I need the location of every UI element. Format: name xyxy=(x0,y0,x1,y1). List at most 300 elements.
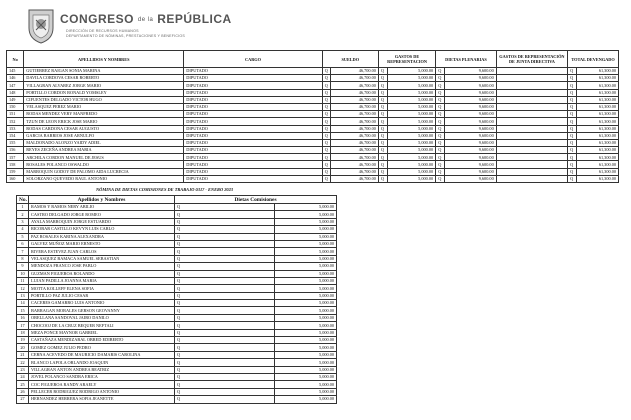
col-no: No. xyxy=(17,196,29,204)
cell-sueldo: 46,700.00 xyxy=(331,125,379,132)
cell-name: GARCIA BARRIOS JOSE ARNULFO xyxy=(24,132,184,139)
cell-gastos: 5,000.00 xyxy=(387,125,436,132)
table-row xyxy=(17,351,337,358)
cell-currency: Q xyxy=(378,111,387,118)
cell-no: 158 xyxy=(7,161,24,168)
table-row xyxy=(17,373,337,380)
cell-currency: Q xyxy=(175,381,275,388)
cell-gastos: 5,000.00 xyxy=(387,175,436,182)
cell-currency: Q xyxy=(322,139,331,146)
cell-currency: Q xyxy=(568,168,577,175)
cell-gastos-junta xyxy=(496,132,567,139)
table-row xyxy=(7,68,619,75)
cell-no: 3 xyxy=(17,218,29,225)
cell-no: 151 xyxy=(7,111,24,118)
cell-amount: 5,000.00 xyxy=(275,307,337,314)
table-row xyxy=(17,204,337,211)
cell-no: 4 xyxy=(17,226,29,233)
cell-name: PORTILLO CORDON RONALD YOMSLEY xyxy=(24,89,184,96)
cell-no: 19 xyxy=(17,337,29,344)
cell-name: MEZA PONCE MAYNOR GABRIEL xyxy=(29,329,175,336)
cell-dietas: 9,600.00 xyxy=(444,139,496,146)
cell-currency: Q xyxy=(378,147,387,154)
cell-gastos: 5,000.00 xyxy=(387,75,436,82)
cell-no: 16 xyxy=(17,314,29,321)
cell-name: VELASQUEZ PEREZ MARIO xyxy=(24,103,184,110)
cell-currency: Q xyxy=(436,139,445,146)
cell-gastos: 5,000.00 xyxy=(387,103,436,110)
cell-gastos: 5,000.00 xyxy=(387,132,436,139)
table-row xyxy=(7,161,619,168)
cell-currency: Q xyxy=(322,154,331,161)
cell-amount: 5,000.00 xyxy=(275,314,337,321)
cell-currency: Q xyxy=(378,154,387,161)
cell-no: 148 xyxy=(7,89,24,96)
cell-no: 156 xyxy=(7,147,24,154)
cell-total: 61,300.00 xyxy=(576,132,618,139)
cell-currency: Q xyxy=(436,161,445,168)
table-row xyxy=(7,111,619,118)
cell-cargo: DIPUTADO xyxy=(184,118,322,125)
cell-currency: Q xyxy=(175,351,275,358)
cell-gastos: 5,000.00 xyxy=(387,96,436,103)
cell-amount: 5,000.00 xyxy=(275,366,337,373)
cell-currency: Q xyxy=(568,82,577,89)
cell-name: MALDONADO ALONZO YAIDY ADIEL xyxy=(24,139,184,146)
cell-gastos: 5,000.00 xyxy=(387,147,436,154)
cell-currency: Q xyxy=(322,125,331,132)
cell-currency: Q xyxy=(175,359,275,366)
cell-currency: Q xyxy=(568,175,577,182)
cell-cargo: DIPUTADO xyxy=(184,82,322,89)
document-header xyxy=(26,6,326,46)
cell-no: 17 xyxy=(17,322,29,329)
cell-gastos-junta xyxy=(496,103,567,110)
col-dietas: DIETAS PLENARIAS xyxy=(436,51,497,68)
cell-currency: Q xyxy=(322,96,331,103)
cell-cargo: DIPUTADO xyxy=(184,175,322,182)
cell-name: RAMOS Y RAMOS NERY ABILIO xyxy=(29,204,175,211)
table-header-row xyxy=(7,51,619,68)
cell-total: 61,300.00 xyxy=(576,175,618,182)
cell-cargo: DIPUTADO xyxy=(184,161,322,168)
cell-no: 8 xyxy=(17,255,29,262)
cell-currency: Q xyxy=(436,175,445,182)
col-gastos: GASTOS DE REPRESENTACION xyxy=(378,51,435,68)
cell-dietas: 9,600.00 xyxy=(444,161,496,168)
cell-total: 61,300.00 xyxy=(576,68,618,75)
cell-amount: 5,000.00 xyxy=(275,277,337,284)
table-row xyxy=(17,381,337,388)
cell-name: CIFUENTES DELGADO VICTOR HUGO xyxy=(24,96,184,103)
cell-gastos-junta xyxy=(496,75,567,82)
table-row xyxy=(7,96,619,103)
cell-sueldo: 46,700.00 xyxy=(331,168,379,175)
subtitle-department: DIRECCIÓN DE RECURSOS HUMANOS xyxy=(66,29,139,33)
cell-no: 145 xyxy=(7,68,24,75)
cell-gastos-junta xyxy=(496,89,567,96)
cell-no: 11 xyxy=(17,277,29,284)
table-header-row xyxy=(17,196,337,204)
cell-name: RIVERA ESTEVEZ JUAN CARLOS xyxy=(29,248,175,255)
subtitle-section: DEPARTAMENTO DE NÓMINAS, PRESTACIONES Y BENEFICIOS xyxy=(66,34,185,38)
cell-cargo: DIPUTADO xyxy=(184,103,322,110)
cell-cargo: DIPUTADO xyxy=(184,147,322,154)
cell-currency: Q xyxy=(436,132,445,139)
cell-gastos-junta xyxy=(496,96,567,103)
cell-amount: 5,000.00 xyxy=(275,396,337,403)
table-row xyxy=(17,277,337,284)
cell-currency: Q xyxy=(568,111,577,118)
cell-total: 61,300.00 xyxy=(576,111,618,118)
cell-gastos-junta xyxy=(496,82,567,89)
cell-currency: Q xyxy=(378,139,387,146)
cell-total: 61,300.00 xyxy=(576,168,618,175)
cell-amount: 5,000.00 xyxy=(275,211,337,218)
cell-gastos-junta xyxy=(496,139,567,146)
cell-currency: Q xyxy=(175,277,275,284)
cell-currency: Q xyxy=(568,154,577,161)
cell-currency: Q xyxy=(175,300,275,307)
cell-currency: Q xyxy=(378,96,387,103)
cell-name: COC FIGUEROA RANDY ARAELY xyxy=(29,381,175,388)
cell-total: 61,300.00 xyxy=(576,89,618,96)
cell-currency: Q xyxy=(175,307,275,314)
cell-no: 1 xyxy=(17,204,29,211)
cell-total: 61,300.00 xyxy=(576,75,618,82)
cell-currency: Q xyxy=(378,118,387,125)
cell-no: 157 xyxy=(7,154,24,161)
cell-dietas: 9,600.00 xyxy=(444,75,496,82)
cell-currency: Q xyxy=(322,161,331,168)
cell-name: LUJAN PADILLA JOANNA MARIA xyxy=(29,277,175,284)
cell-amount: 5,000.00 xyxy=(275,218,337,225)
cell-name: MOTTA KOLLEFF ELENA SOFIA xyxy=(29,285,175,292)
cell-no: 150 xyxy=(7,103,24,110)
cell-no: 13 xyxy=(17,292,29,299)
cell-dietas: 9,600.00 xyxy=(444,118,496,125)
cell-dietas: 9,600.00 xyxy=(444,96,496,103)
cell-name: GUZMAN FIGUEROA ROLANDO xyxy=(29,270,175,277)
cell-total: 61,300.00 xyxy=(576,161,618,168)
cell-name: CHOCOOJ DE LA CRUZ BEQUER NEFTALI xyxy=(29,322,175,329)
cell-no: 155 xyxy=(7,139,24,146)
cell-currency: Q xyxy=(378,125,387,132)
table-row xyxy=(7,103,619,110)
cell-dietas: 9,600.00 xyxy=(444,111,496,118)
cell-name: MENDOZA FRANCO JOSE PABLO xyxy=(29,263,175,270)
cell-cargo: DIPUTADO xyxy=(184,154,322,161)
table-row xyxy=(7,139,619,146)
table-row xyxy=(7,118,619,125)
cell-currency: Q xyxy=(322,68,331,75)
cell-name: ORELLANA SANDOVAL JAIRO DANILO xyxy=(29,314,175,321)
cell-cargo: DIPUTADO xyxy=(184,168,322,175)
cell-currency: Q xyxy=(568,147,577,154)
table-row xyxy=(17,226,337,233)
cell-dietas: 9,600.00 xyxy=(444,125,496,132)
table-row xyxy=(17,292,337,299)
cell-currency: Q xyxy=(322,89,331,96)
cell-sueldo: 46,700.00 xyxy=(331,68,379,75)
cell-gastos: 5,000.00 xyxy=(387,161,436,168)
table-row xyxy=(17,240,337,247)
cell-dietas: 9,600.00 xyxy=(444,89,496,96)
cell-amount: 5,000.00 xyxy=(275,337,337,344)
cell-currency: Q xyxy=(436,154,445,161)
cell-amount: 5,000.00 xyxy=(275,381,337,388)
cell-no: 153 xyxy=(7,125,24,132)
cell-name: CASTRO DELGADO JORGE ROMEO xyxy=(29,211,175,218)
cell-name: GOMEZ GOMEZ JULIO PEDRO xyxy=(29,344,175,351)
table-row xyxy=(7,89,619,96)
cell-currency: Q xyxy=(568,96,577,103)
cell-dietas: 9,600.00 xyxy=(444,168,496,175)
cell-amount: 5,000.00 xyxy=(275,270,337,277)
cell-amount: 5,000.00 xyxy=(275,263,337,270)
cell-name: ARCHILA CORDON MANUEL DE JESUS xyxy=(24,154,184,161)
cell-sueldo: 46,700.00 xyxy=(331,75,379,82)
cell-no: 24 xyxy=(17,373,29,380)
cell-currency: Q xyxy=(436,168,445,175)
cell-dietas: 9,600.00 xyxy=(444,147,496,154)
commissions-table xyxy=(16,195,337,404)
cell-no: 10 xyxy=(17,270,29,277)
cell-amount: 5,000.00 xyxy=(275,388,337,395)
cell-currency: Q xyxy=(436,96,445,103)
col-cargo: CARGO xyxy=(184,51,322,68)
cell-currency: Q xyxy=(568,89,577,96)
cell-no: 26 xyxy=(17,388,29,395)
cell-no: 159 xyxy=(7,168,24,175)
cell-currency: Q xyxy=(175,314,275,321)
cell-currency: Q xyxy=(175,240,275,247)
cell-no: 22 xyxy=(17,359,29,366)
cell-total: 61,300.00 xyxy=(576,154,618,161)
cell-currency: Q xyxy=(568,161,577,168)
cell-total: 61,300.00 xyxy=(576,125,618,132)
table-row xyxy=(17,344,337,351)
cell-cargo: DIPUTADO xyxy=(184,89,322,96)
cell-sueldo: 46,700.00 xyxy=(331,139,379,146)
table-row xyxy=(17,366,337,373)
congress-seal-icon xyxy=(26,6,56,44)
col-sueldo: SUELDO xyxy=(322,51,378,68)
cell-dietas: 9,600.00 xyxy=(444,175,496,182)
cell-currency: Q xyxy=(175,218,275,225)
cell-gastos: 5,000.00 xyxy=(387,154,436,161)
col-no: No xyxy=(7,51,24,68)
cell-currency: Q xyxy=(322,103,331,110)
cell-amount: 5,000.00 xyxy=(275,322,337,329)
cell-amount: 5,000.00 xyxy=(275,373,337,380)
cell-currency: Q xyxy=(175,270,275,277)
cell-name: AYALA MARROQUIN JORGE ESTUARDO xyxy=(29,218,175,225)
cell-name: BARRAGAN MORALES GERSON GEOVANNY xyxy=(29,307,175,314)
cell-gastos: 5,000.00 xyxy=(387,89,436,96)
cell-amount: 5,000.00 xyxy=(275,329,337,336)
cell-gastos: 5,000.00 xyxy=(387,118,436,125)
cell-currency: Q xyxy=(378,132,387,139)
cell-total: 61,300.00 xyxy=(576,139,618,146)
cell-currency: Q xyxy=(568,125,577,132)
cell-currency: Q xyxy=(175,285,275,292)
cell-name: RODAS CARDONA CESAR AUGUSTO xyxy=(24,125,184,132)
cell-name: GALVEZ MUÑOZ MARIO ERNESTO xyxy=(29,240,175,247)
cell-total: 61,300.00 xyxy=(576,82,618,89)
cell-amount: 5,000.00 xyxy=(275,344,337,351)
table-row xyxy=(17,285,337,292)
cell-currency: Q xyxy=(322,111,331,118)
cell-cargo: DIPUTADO xyxy=(184,68,322,75)
cell-cargo: DIPUTADO xyxy=(184,125,322,132)
cell-currency: Q xyxy=(378,161,387,168)
cell-name: HERNANDEZ HERRERA SOFIA JEANETTE xyxy=(29,396,175,403)
cell-no: 15 xyxy=(17,307,29,314)
table-row xyxy=(17,248,337,255)
cell-currency: Q xyxy=(436,89,445,96)
cell-sueldo: 46,700.00 xyxy=(331,132,379,139)
cell-name: SOLORZANO QUEVEDO RAUL ANTONIO xyxy=(24,175,184,182)
cell-currency: Q xyxy=(378,82,387,89)
cell-currency: Q xyxy=(378,168,387,175)
cell-total: 61,300.00 xyxy=(576,96,618,103)
table-row xyxy=(17,314,337,321)
cell-total: 61,300.00 xyxy=(576,118,618,125)
cell-no: 147 xyxy=(7,82,24,89)
table-row xyxy=(17,263,337,270)
cell-currency: Q xyxy=(568,68,577,75)
cell-no: 5 xyxy=(17,233,29,240)
cell-name: RICOBAR CASTILLO KEVYN LUIS CARLO xyxy=(29,226,175,233)
cell-currency: Q xyxy=(378,175,387,182)
cell-currency: Q xyxy=(175,226,275,233)
cell-currency: Q xyxy=(378,89,387,96)
cell-no: 18 xyxy=(17,329,29,336)
table-row xyxy=(17,255,337,262)
cell-currency: Q xyxy=(175,233,275,240)
cell-currency: Q xyxy=(568,139,577,146)
cell-no: 27 xyxy=(17,396,29,403)
cell-currency: Q xyxy=(568,132,577,139)
table-row xyxy=(7,75,619,82)
cell-amount: 5,000.00 xyxy=(275,248,337,255)
cell-amount: 5,000.00 xyxy=(275,292,337,299)
cell-currency: Q xyxy=(175,337,275,344)
cell-name: REYES ZECEÑA ANDREA MARIA xyxy=(24,147,184,154)
cell-gastos-junta xyxy=(496,125,567,132)
table-row xyxy=(7,132,619,139)
cell-currency: Q xyxy=(175,263,275,270)
cell-currency: Q xyxy=(436,68,445,75)
table-row xyxy=(17,337,337,344)
cell-no: 7 xyxy=(17,248,29,255)
cell-amount: 5,000.00 xyxy=(275,226,337,233)
cell-gastos-junta xyxy=(496,154,567,161)
cell-dietas: 9,600.00 xyxy=(444,132,496,139)
cell-no: 12 xyxy=(17,285,29,292)
cell-currency: Q xyxy=(436,147,445,154)
cell-sueldo: 46,700.00 xyxy=(331,175,379,182)
table-row xyxy=(17,359,337,366)
cell-gastos: 5,000.00 xyxy=(387,111,436,118)
cell-gastos: 5,000.00 xyxy=(387,168,436,175)
cell-cargo: DIPUTADO xyxy=(184,96,322,103)
cell-currency: Q xyxy=(436,125,445,132)
table-row xyxy=(7,125,619,132)
cell-currency: Q xyxy=(175,322,275,329)
cell-currency: Q xyxy=(322,132,331,139)
table-row xyxy=(7,82,619,89)
cell-sueldo: 46,700.00 xyxy=(331,154,379,161)
cell-amount: 5,000.00 xyxy=(275,300,337,307)
table-row xyxy=(17,396,337,403)
cell-gastos-junta xyxy=(496,111,567,118)
cell-total: 61,300.00 xyxy=(576,103,618,110)
col-total: TOTAL DEVENGADO xyxy=(568,51,619,68)
cell-amount: 5,000.00 xyxy=(275,351,337,358)
cell-currency: Q xyxy=(436,75,445,82)
table-row xyxy=(17,388,337,395)
table-row xyxy=(17,233,337,240)
cell-sueldo: 46,700.00 xyxy=(331,161,379,168)
cell-no: 152 xyxy=(7,118,24,125)
cell-gastos: 5,000.00 xyxy=(387,82,436,89)
cell-name: GUTIERREZ RAIGAN SONIA MARINA xyxy=(24,68,184,75)
cell-amount: 5,000.00 xyxy=(275,204,337,211)
cell-name: VILLAGRAN ALVAREZ JORGE MARIO xyxy=(24,82,184,89)
cell-name: JOVEL POLANCO SANDRA ERICA xyxy=(29,373,175,380)
cell-name: CERNA ACEVEDO DE MAURICIO DAMARIS CAROLINA xyxy=(29,351,175,358)
cell-currency: Q xyxy=(436,82,445,89)
cell-currency: Q xyxy=(378,103,387,110)
cell-no: 23 xyxy=(17,366,29,373)
cell-currency: Q xyxy=(175,388,275,395)
cell-name: CACERES GAMARRO LUIS ANTONIO xyxy=(29,300,175,307)
cell-name: ROSALES POLANCO OSWALDO xyxy=(24,161,184,168)
cell-cargo: DIPUTADO xyxy=(184,139,322,146)
cell-gastos: 5,000.00 xyxy=(387,68,436,75)
cell-sueldo: 46,700.00 xyxy=(331,82,379,89)
cell-gastos-junta xyxy=(496,68,567,75)
cell-dietas: 9,600.00 xyxy=(444,103,496,110)
cell-gastos: 5,000.00 xyxy=(387,139,436,146)
cell-currency: Q xyxy=(175,248,275,255)
cell-dietas: 9,600.00 xyxy=(444,154,496,161)
table-row xyxy=(17,300,337,307)
cell-currency: Q xyxy=(378,68,387,75)
cell-gastos-junta xyxy=(496,175,567,182)
cell-total: 61,300.00 xyxy=(576,147,618,154)
cell-no: 160 xyxy=(7,175,24,182)
salary-table xyxy=(6,50,619,183)
cell-name: RODAS MENDEZ VERY MANFREDO xyxy=(24,111,184,118)
cell-no: 2 xyxy=(17,211,29,218)
cell-currency: Q xyxy=(175,344,275,351)
cell-currency: Q xyxy=(175,373,275,380)
cell-currency: Q xyxy=(436,103,445,110)
cell-gastos-junta xyxy=(496,147,567,154)
cell-name: PELLECER RODRIGUEZ RODRIGO ANTONIO xyxy=(29,388,175,395)
cell-name: VILLAGRAN ANTON ANDREA BEATRIZ xyxy=(29,366,175,373)
cell-currency: Q xyxy=(378,75,387,82)
cell-no: 154 xyxy=(7,132,24,139)
table-row xyxy=(17,270,337,277)
col-name: Apellidos y Nombres xyxy=(29,196,175,204)
brand-title: CONGRESO de la REPÚBLICA xyxy=(60,12,232,26)
cell-sueldo: 46,700.00 xyxy=(331,111,379,118)
table-row xyxy=(17,211,337,218)
